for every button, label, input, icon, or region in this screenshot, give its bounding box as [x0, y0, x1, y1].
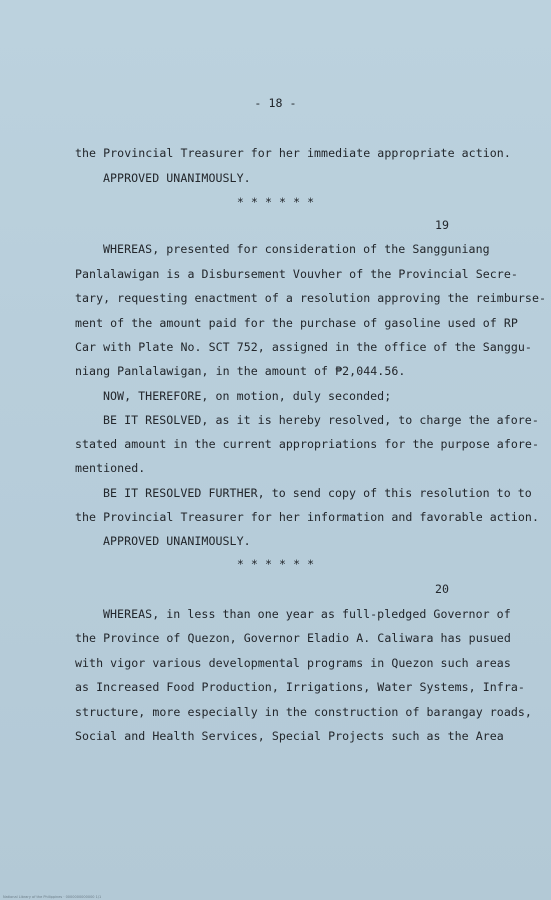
- text-line: the Province of Quezon, Governor Eladio A. Caliwara has pusued: [75, 631, 511, 645]
- text-line: BE IT RESOLVED, as it is hereby resolved, to charge the afore-: [103, 413, 539, 427]
- text-line: BE IT RESOLVED FURTHER, to send copy of this resolution to to: [103, 486, 532, 500]
- text-line: with vigor various developmental programs in Quezon such areas: [75, 656, 511, 670]
- text-line: ment of the amount paid for the purchase of gasoline used of RP: [75, 316, 518, 330]
- text-line: Panlalawigan is a Disbursement Vouvher of the Provincial Secre-: [75, 267, 518, 281]
- page-number: - 18 -: [254, 96, 297, 110]
- text-line: Car with Plate No. SCT 752, assigned in the office of the Sanggu-: [75, 340, 532, 354]
- text-line: niang Panlalawigan, in the amount of ₱2,044.56.: [75, 364, 406, 378]
- text-line: WHEREAS, presented for consideration of the Sangguniang: [103, 242, 490, 256]
- separator-asterisks: * * * * * *: [236, 195, 315, 209]
- text-line: as Increased Food Production, Irrigations, Water Systems, Infra-: [75, 680, 525, 694]
- text-line: the Provincial Treasurer for her information and favorable action.: [75, 510, 539, 524]
- text-line: Social and Health Services, Special Projects such as the Area: [75, 729, 504, 743]
- scan-footer-text: National Library of the Philippines · 0000000000000 1/1: [3, 895, 102, 899]
- text-line: the Provincial Treasurer for her immediate appropriate action.: [75, 146, 511, 160]
- approval-line: APPROVED UNANIMOUSLY.: [103, 534, 251, 548]
- text-line: structure, more especially in the construction of barangay roads,: [75, 705, 532, 719]
- text-line: mentioned.: [75, 461, 146, 475]
- resolution-number: 19: [434, 218, 449, 232]
- text-line: WHEREAS, in less than one year as full-pledged Governor of: [103, 607, 511, 621]
- separator-asterisks: * * * * * *: [236, 557, 315, 571]
- text-line: stated amount in the current appropriations for the purpose afore-: [75, 437, 539, 451]
- text-line: NOW, THEREFORE, on motion, duly seconded;: [103, 389, 392, 403]
- text-line: tary, requesting enactment of a resolution approving the reimburse-: [75, 291, 547, 305]
- resolution-number: 20: [434, 582, 449, 596]
- approval-line: APPROVED UNANIMOUSLY.: [103, 171, 251, 185]
